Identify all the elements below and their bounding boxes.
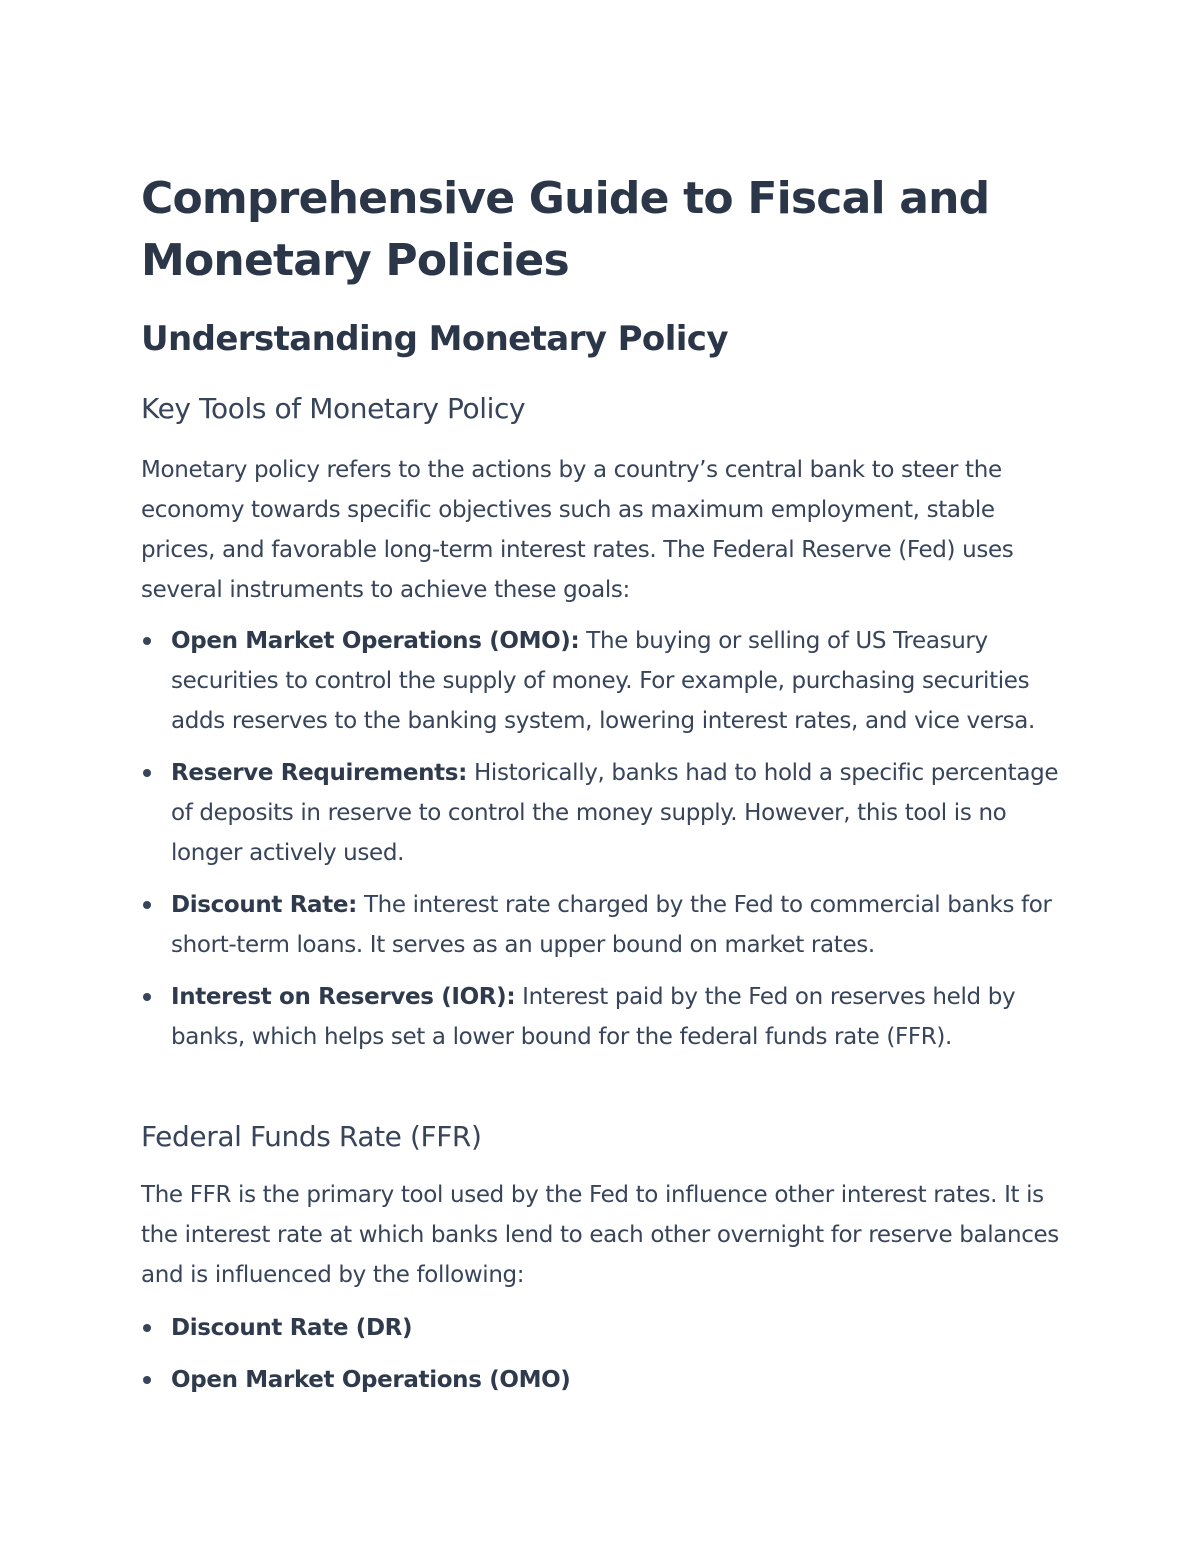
bullet-icon [143,1324,151,1332]
list-item [141,621,1071,741]
subsection-heading-ffr: Federal Funds Rate (FFR) [141,1120,482,1153]
list-item-text: Historically, banks had to hold a specific percentage of deposits in reserve to control the money supply. However, this tool is no longer actively used. [171,760,1059,866]
bullet-icon [143,637,151,645]
list-item [141,977,1071,1057]
list-item-term: Reserve Requirements: [171,760,467,786]
section-heading: Understanding Monetary Policy [141,319,728,359]
bullet-icon [143,769,151,777]
document-title: Comprehensive Guide to Fiscal and Monetary Policies [141,173,990,286]
list-item [141,1360,1071,1400]
tools-list [141,621,1071,1069]
ffr-paragraph: The FFR is the primary tool used by the Fed to influence other interest rates. It is the interest rate at which banks lend to each other overnight for reserve balances and is influenced by the following: [141,1182,1059,1288]
bullet-icon [143,993,151,1001]
list-item-term: Discount Rate (DR) [171,1315,413,1341]
ffr-influences-list [141,1308,1071,1412]
bullet-icon [143,1376,151,1384]
subsection-heading-key-tools: Key Tools of Monetary Policy [141,392,526,425]
list-item [141,753,1071,873]
list-item [141,1308,1071,1348]
list-item-term: Discount Rate: [171,892,357,918]
intro-paragraph: Monetary policy refers to the actions by a country’s central bank to steer the economy towards specific objectives such as maximum employment, stable prices, and favorable long-term interest rates. The Federal Reserve (Fed) uses several instruments to achieve these goals: [141,457,1014,603]
list-item-term: Open Market Operations (OMO): [171,628,580,654]
bullet-icon [143,901,151,909]
list-item-term: Interest on Reserves (IOR): [171,984,516,1010]
list-item-text: The buying or selling of US Treasury securities to control the supply of money. For example, purchasing securities adds reserves to the banking system, lowering interest rates, and vice versa. [171,628,1036,734]
list-item-text: Interest paid by the Fed on reserves held by banks, which helps set a lower bound for the federal funds rate (FFR). [171,984,1016,1050]
list-item-term: Open Market Operations (OMO) [171,1367,571,1393]
list-item-text: The interest rate charged by the Fed to commercial banks for short-term loans. It serves as an upper bound on market rates. [171,892,1052,958]
list-item [141,885,1071,965]
